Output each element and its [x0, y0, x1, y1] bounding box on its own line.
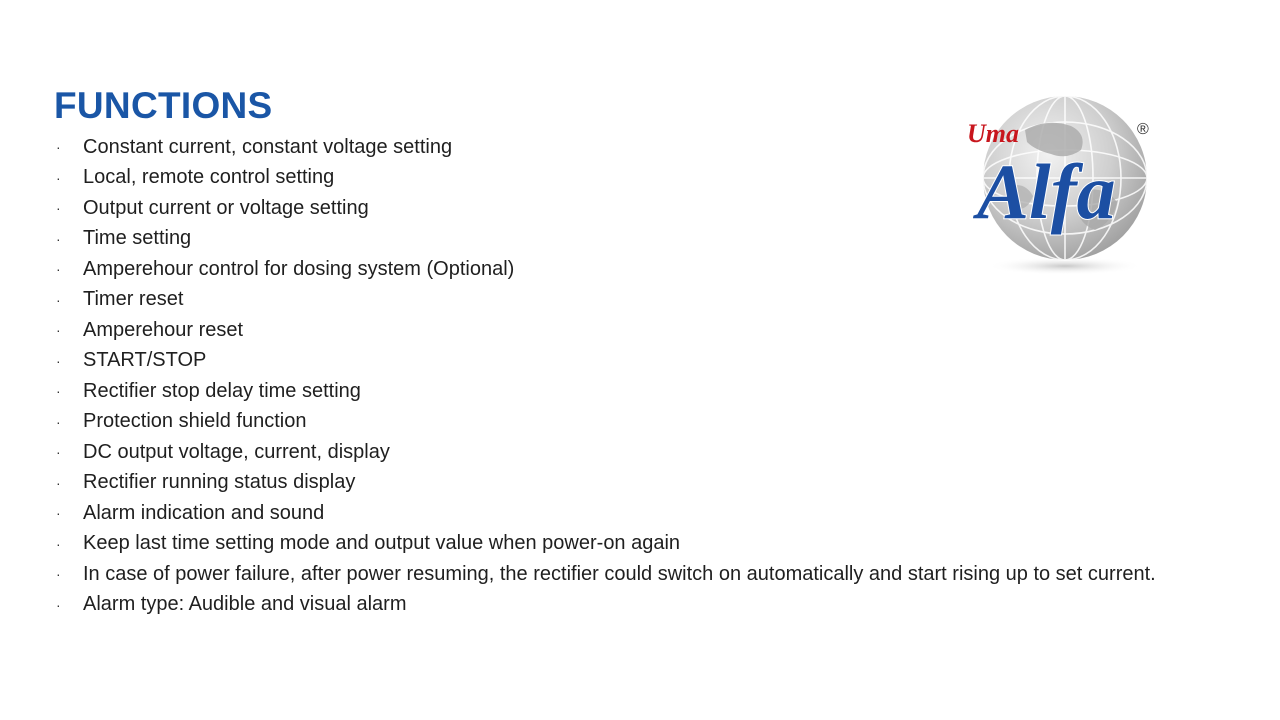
list-item-text: Rectifier running status display	[83, 471, 356, 494]
bullet: ·	[56, 505, 61, 522]
bullet: ·	[56, 352, 61, 369]
list-item-text: In case of power failure, after power resuming, the rectifier could switch on automatically and start rising up to set current.	[83, 562, 1156, 585]
list-item-text: DC output voltage, current, display	[83, 440, 390, 463]
bullet: ·	[56, 291, 61, 308]
list-item-text: START/STOP	[83, 349, 207, 372]
bullet: ·	[56, 200, 61, 217]
list-item	[56, 437, 1156, 468]
list-item	[56, 468, 1156, 499]
list-item-text: Local, remote control setting	[83, 166, 335, 189]
bullet: ·	[56, 383, 61, 400]
list-item	[56, 529, 1156, 560]
bullet: ·	[56, 535, 61, 552]
list-item-text: Time setting	[83, 227, 192, 250]
bullet: ·	[56, 139, 61, 156]
list-item-text: Timer reset	[83, 288, 184, 311]
page-title: FUNCTIONS	[54, 85, 273, 126]
list-item	[56, 285, 1156, 316]
bullet: ·	[56, 261, 61, 278]
bullet: ·	[56, 596, 61, 613]
bullet: ·	[56, 566, 61, 583]
list-item	[56, 559, 1156, 590]
list-item-text: Alarm indication and sound	[83, 501, 325, 524]
list-item-text: Constant current, constant voltage setting	[83, 135, 453, 158]
list-item	[56, 407, 1156, 438]
list-item	[56, 498, 1156, 529]
list-item	[56, 590, 1156, 621]
bullet: ·	[56, 474, 61, 491]
list-item-text: Amperehour control for dosing system (Optional)	[83, 257, 515, 280]
bullet: ·	[56, 413, 61, 430]
logo-brand-small: Uma	[967, 119, 1019, 148]
bullet: ·	[56, 322, 61, 339]
list-item-text: Amperehour reset	[83, 318, 244, 341]
list-item-text: Alarm type: Audible and visual alarm	[83, 593, 407, 616]
bullet: ·	[56, 444, 61, 461]
uma-alfa-logo	[955, 90, 1170, 280]
list-item-text: Output current or voltage setting	[83, 196, 369, 219]
list-item-text: Keep last time setting mode and output value when power-on again	[83, 532, 681, 555]
bullet: ·	[56, 169, 61, 186]
logo-brand-large: Alfa	[977, 148, 1116, 235]
registered-mark: ®	[1137, 121, 1149, 138]
list-item-text: Protection shield function	[83, 410, 307, 433]
list-item-text: Rectifier stop delay time setting	[83, 379, 361, 402]
bullet: ·	[56, 230, 61, 247]
list-item	[56, 376, 1156, 407]
list-item	[56, 315, 1156, 346]
list-item	[56, 346, 1156, 377]
